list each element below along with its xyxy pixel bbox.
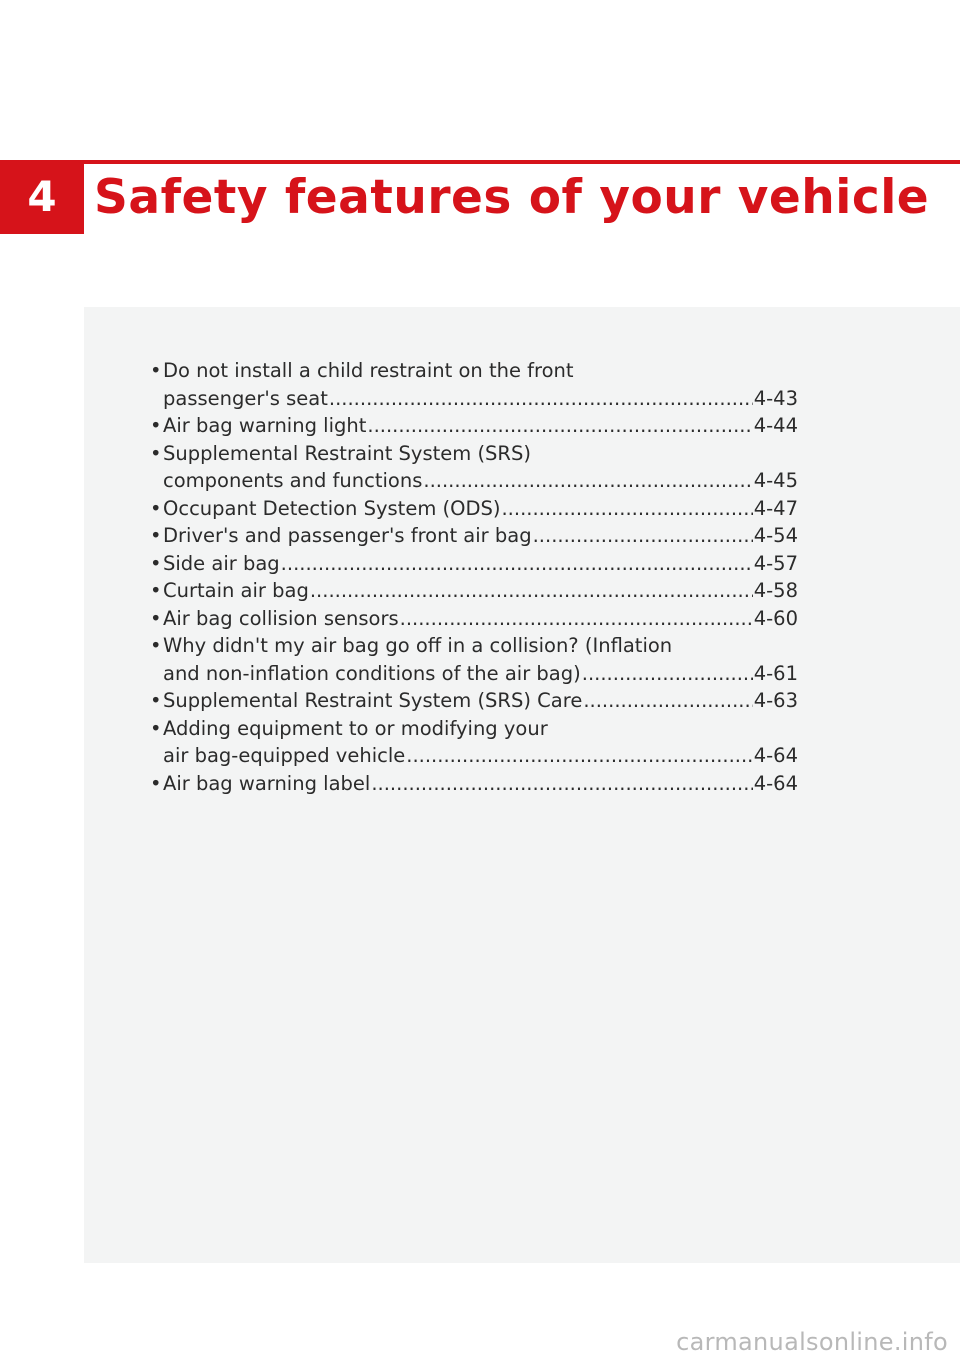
toc-entry-text: Why didn't my air bag go off in a collision? (Inflation [163,634,673,657]
dot-leader [329,385,753,413]
dot-leader [367,412,752,440]
bullet-icon: • [150,441,162,465]
toc-page-number[interactable]: 4-54 [753,524,798,547]
toc-entry-text: Driver's and passenger's front air bag [163,524,532,547]
toc-entry-line [163,550,798,578]
chapter-header-rule [0,160,960,164]
toc-entry-line [163,440,798,468]
toc-page-number[interactable]: 4-61 [753,661,798,685]
toc-entry[interactable] [150,495,798,523]
toc-entry[interactable] [150,577,798,605]
toc-entry-line [163,660,798,688]
toc-entry[interactable] [150,632,798,687]
watermark-text: carmanualsonline.info [676,1328,948,1356]
toc-entry[interactable] [150,357,798,412]
bullet-icon: • [150,579,162,602]
bullet-icon: • [150,524,162,547]
toc-page-number[interactable]: 4-47 [753,496,798,520]
dot-leader [400,605,753,633]
dot-leader [406,742,752,770]
toc-entry-text: and non-inflation conditions of the air bag) [163,661,581,685]
toc-entry-line [163,742,798,770]
toc-page-number[interactable]: 4-58 [753,579,798,602]
bullet-icon: • [150,496,162,520]
toc-entry-text: Air bag warning label [163,771,371,795]
toc-page-number[interactable]: 4-44 [753,414,798,437]
toc-entry-text: Supplemental Restraint System (SRS) [163,441,531,465]
toc-entry-line [163,385,798,413]
dot-leader [423,467,752,495]
toc-entry-text: components and functions [163,469,423,492]
toc-entry[interactable] [150,550,798,578]
dot-leader [533,522,753,550]
dot-leader [583,687,752,715]
toc-entry-text: Do not install a child restraint on the front [163,359,574,382]
dot-leader [281,550,753,578]
toc-entry[interactable] [150,715,798,770]
toc-page-number[interactable]: 4-57 [753,551,798,575]
toc-entry-text: Adding equipment to or modifying your [163,716,548,740]
toc-entry-line [163,495,798,523]
toc-entry-text: Side air bag [163,551,280,575]
toc-entry[interactable] [150,770,798,798]
toc-entry-line [163,522,798,550]
toc-entry-text: Supplemental Restraint System (SRS) Care [163,689,583,712]
toc-entry-line [163,467,798,495]
toc-entry-line [163,605,798,633]
bullet-icon: • [150,551,162,575]
bullet-icon: • [150,359,162,382]
toc-page-number[interactable]: 4-45 [753,469,798,492]
toc-entry[interactable] [150,605,798,633]
dot-leader [310,577,753,605]
toc-entry-text: air bag-equipped vehicle [163,744,406,767]
bullet-icon: • [150,689,162,712]
toc-entry-line [163,632,798,660]
bullet-icon: • [150,414,162,437]
toc-entry-line [163,577,798,605]
toc-entry-line [163,687,798,715]
toc-entry-text: Occupant Detection System (ODS) [163,496,501,520]
bullet-icon: • [150,716,162,740]
dot-leader [501,495,752,523]
toc-entry-line [163,412,798,440]
bullet-icon: • [150,771,162,795]
toc-page-number[interactable]: 4-60 [753,606,798,630]
toc-entry[interactable] [150,687,798,715]
dot-leader [371,770,752,798]
toc-entry-text: Curtain air bag [163,579,309,602]
table-of-contents [150,357,798,797]
chapter-title: Safety features of your vehicle [94,170,930,225]
chapter-number-badge: 4 [0,160,84,234]
toc-page-number[interactable]: 4-64 [753,771,798,795]
toc-page-number[interactable]: 4-64 [753,744,798,767]
toc-entry[interactable] [150,522,798,550]
toc-page-number[interactable]: 4-43 [753,386,798,410]
toc-entry[interactable] [150,440,798,495]
bullet-icon: • [150,634,162,657]
toc-entry-line [163,715,798,743]
toc-entry-text: Air bag warning light [163,414,367,437]
toc-entry[interactable] [150,412,798,440]
toc-entry-line [163,357,798,385]
bullet-icon: • [150,606,162,630]
dot-leader [582,660,753,688]
toc-entry-text: passenger's seat [163,386,328,410]
toc-entry-text: Air bag collision sensors [163,606,399,630]
toc-page-number[interactable]: 4-63 [753,689,798,712]
toc-entry-line [163,770,798,798]
